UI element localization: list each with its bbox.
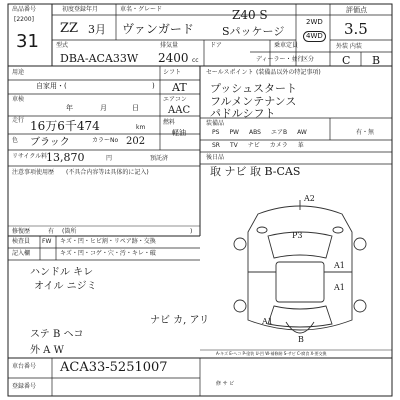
equipment-airbag: エアB (270, 129, 288, 136)
recycle-label: リサイクル料 (12, 153, 48, 160)
use-label: 用途 (12, 69, 25, 76)
model-value: DBA-ACA33W (60, 52, 139, 65)
damage-mark: P3 (292, 231, 303, 240)
displacement-label: 排気量 (160, 42, 179, 49)
shift-label: シフト (163, 69, 182, 76)
lot-label: 出品番号 (12, 6, 37, 13)
displacement-value: 2400 (158, 51, 189, 65)
equipment-yes-no: 有・無 (356, 129, 375, 136)
shift-value: AT (172, 81, 187, 94)
mileage-label: 走行 (12, 117, 25, 124)
check-row-2: キズ・凹・コゲ・穴・汚・キレ・破 (60, 250, 156, 257)
equipment-camera: カメラ (269, 142, 288, 149)
repair-part: (箇所 (62, 228, 77, 235)
score-value: 3.5 (344, 20, 368, 38)
damage-mark: A1 (334, 261, 345, 270)
check-row-1: キズ・凹・ヒビ割・リペア跡・交換 (60, 238, 156, 245)
damage-mark: A2 (304, 194, 315, 203)
dealer-label: ディーラー・並行 (256, 56, 304, 63)
equipment-label: 装備品 (206, 120, 225, 127)
ac-label: エアコン (163, 96, 187, 103)
notes-label: 注意事項使用歴 (12, 169, 55, 176)
remark-2: オイル ニジミ (34, 281, 97, 292)
remark-3: ナビ カ, アリ (150, 315, 210, 326)
lot-code: [2200] (14, 16, 34, 23)
repair-label: 修復歴 (12, 228, 31, 235)
recycle-unit: 円 (106, 155, 113, 162)
color-code-label: カラーNo (92, 137, 119, 144)
check-label: 検査員 (12, 238, 31, 245)
inspection-month: 月 (100, 104, 107, 112)
inspection-year: 年 (66, 104, 73, 112)
recycle-paid: 預託済 (150, 155, 169, 162)
registration-label: 登録番号 (12, 383, 37, 390)
rear-items-value: 取 ナビ 取 B-CAS (210, 165, 301, 178)
mileage-value: 16万6千474 (30, 119, 100, 133)
equipment-aw: AW (297, 129, 307, 136)
repair-close: ) (190, 228, 193, 235)
fuel-label: 燃料 (163, 119, 176, 126)
damage-mark: A1 (262, 317, 273, 326)
displacement-unit: cc (192, 57, 199, 64)
equipment-row-1 (212, 130, 307, 136)
equipment-ps: PS (212, 129, 220, 136)
car-name: ヴァンガード (122, 22, 194, 36)
check-fw: FW (42, 238, 52, 245)
damage-mark: A1 (334, 283, 345, 292)
score-label: 評価点 (346, 6, 367, 14)
drive-4wd: 4WD (303, 31, 326, 42)
door-label: ドア (210, 42, 222, 49)
dealer-box: 区分 (302, 56, 315, 63)
sales-line-3: パドルシフト (210, 107, 276, 120)
grade-line2: Sパッケージ (222, 25, 285, 38)
inspection-day: 日 (132, 104, 139, 112)
recycle-value: 13,870 (46, 151, 85, 164)
color-value: ブラック (30, 137, 70, 148)
color-label: 色 (12, 137, 19, 144)
equipment-navi: ナビ (247, 142, 260, 149)
inspection-label: 車検 (12, 96, 25, 103)
lot-number: 31 (16, 31, 39, 52)
equipment-row-2 (212, 143, 304, 149)
equipment-pw: PW (229, 129, 239, 136)
diagram-legend-sub: 修 サ ビ (216, 381, 235, 387)
drive-2wd: 2WD (306, 18, 323, 26)
rear-items-label: 後日品 (206, 154, 225, 161)
chassis-value: ACA33-5251007 (60, 360, 168, 375)
int-grade: B (372, 54, 381, 67)
equipment-tv: TV (229, 142, 238, 149)
sales-label: セールスポイント (206, 69, 254, 76)
remark-1: ハンドル キレ (30, 267, 94, 278)
ext-grade: C (342, 54, 351, 67)
remark-5: 外 A W (30, 345, 64, 356)
sales-line-1: プッシュスタート (210, 82, 298, 95)
grade-line1: Z40 S (232, 8, 268, 22)
equipment-sr: SR (212, 142, 220, 149)
first-reg-era: ZZ (60, 21, 79, 36)
notes-subtitle: (不具合内容等は具体的に記入) (66, 169, 149, 176)
diagram-legend: A-キズ E-ヘコ P-塗装 U-凹 W-補修跡 S-サビ C-腐食 X-要交換 (216, 351, 327, 356)
mileage-unit: km (136, 124, 146, 131)
color-code: 202 (126, 136, 146, 147)
seats-label: 乗車定員 (274, 42, 299, 49)
damage-mark: B (298, 335, 304, 344)
fuel-value: 軽油 (172, 129, 186, 137)
chassis-label: 車台番号 (12, 363, 37, 370)
model-label: 型式 (56, 42, 69, 49)
use-value: 自家用・( (36, 82, 67, 90)
remark-4: ステ B ヘコ (30, 329, 84, 340)
grade-label: 車名・グレード (120, 6, 163, 13)
car-diagram (234, 200, 366, 333)
sales-line-2: フルメンテナンス (210, 95, 297, 108)
first-reg-month: 3月 (88, 23, 106, 36)
first-reg-label: 初度登録年月 (62, 6, 99, 13)
check-row-2-label: 記入欄 (12, 250, 31, 257)
ac-value: AAC (168, 105, 191, 116)
repair-value: 有 (48, 228, 55, 235)
ext-int-label: 外装 内装 (336, 43, 362, 50)
equipment-leather: 革 (297, 142, 304, 149)
equipment-abs: ABS (249, 129, 261, 136)
use-close: ) (152, 82, 155, 90)
sales-subtitle: (装備品以外の特記事項) (256, 69, 321, 76)
